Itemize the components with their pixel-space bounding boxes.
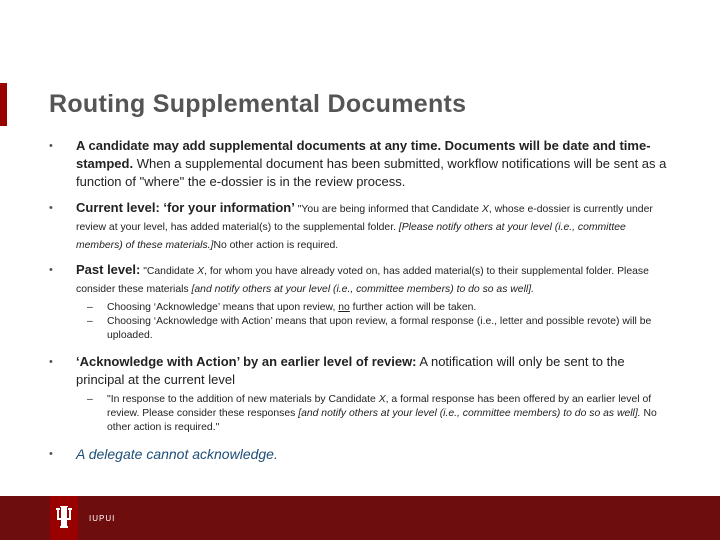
quote-italic: [and notify others at your level (i.e., committee members) to do so as well]. xyxy=(191,284,534,295)
subitem-post: further action will be taken. xyxy=(349,302,477,313)
quote-lead: "Candidate xyxy=(140,266,198,277)
bullet-marker: • xyxy=(49,140,53,152)
subitem-acknowledge xyxy=(49,301,669,315)
subitem-mid: , a formal response has been offered by an earlier level of review. Please consider these responses xyxy=(107,394,652,419)
bullet-text: When a supplemental document has been submitted, workflow notifications will be sent as a function of "where" the e-dossier is in the review process. xyxy=(76,156,667,189)
bullet-acknowledge-with-action xyxy=(49,353,669,389)
past-level-subitems xyxy=(49,301,669,343)
subitem-text: Choosing ‘Acknowledge with Action’ means that upon review, a formal response (i.e., letter and possible revote) will be uploaded. xyxy=(107,316,652,341)
subitem-pre: "In response to the addition of new materials by Candidate xyxy=(107,394,379,405)
dash-marker: – xyxy=(87,394,93,405)
bullet-past-level xyxy=(49,261,669,297)
subitem-pre: Choosing ‘Acknowledge’ means that upon review, xyxy=(107,302,339,313)
delegate-text: A delegate cannot acknowledge. xyxy=(76,446,278,462)
iu-trident-icon-svg xyxy=(54,506,74,530)
candidate-x: X xyxy=(481,204,489,215)
bullet-delegate xyxy=(49,445,669,464)
dash-marker: – xyxy=(87,316,93,327)
slide-content xyxy=(49,137,669,472)
candidate-x: X xyxy=(197,266,205,277)
subitem-response-notice xyxy=(49,393,669,435)
iu-trident-icon xyxy=(50,496,78,540)
dash-marker: – xyxy=(87,302,93,313)
candidate-x: X xyxy=(378,394,386,405)
subitem-post: No other action is required." xyxy=(107,408,657,433)
subitem-underline: no xyxy=(338,302,350,313)
quote-mid: , for whom you have already voted on, has added material(s) to their supplemental folder. Please consider these materials xyxy=(76,266,649,295)
bullet-bold-text: ‘Acknowledge with Action’ by an earlier level of review: xyxy=(76,354,417,369)
quote-lead: "You are being informed that Candidate xyxy=(294,204,482,215)
bullet-marker: • xyxy=(49,356,53,368)
title-accent-bar xyxy=(0,83,7,126)
bullet-marker: • xyxy=(49,448,53,460)
bullet-supplemental-documents xyxy=(49,137,669,191)
quote-end: No other action is required. xyxy=(213,240,339,251)
subitem-italic: [and notify others at your level (i.e., committee members) to do so as well]. xyxy=(298,408,641,419)
bullet-marker: • xyxy=(49,202,53,214)
footer-label: IUPUI xyxy=(89,514,116,523)
subitem-acknowledge-with-action xyxy=(49,315,669,343)
bullet-current-level xyxy=(49,199,669,253)
bullet-marker: • xyxy=(49,264,53,276)
slide-title: Routing Supplemental Documents xyxy=(49,90,467,118)
acknowledge-subitems xyxy=(49,393,669,435)
quote-mid: , whose e-dossier is currently under review at your level, has added material(s) to the supplemental folder. xyxy=(76,204,653,233)
bullet-bold-text: Current level: ‘for your information’ xyxy=(76,200,295,215)
bullet-bold-text: Past level: xyxy=(76,262,141,277)
bullet-text: A notification will only be sent to the principal at the current level xyxy=(76,354,625,387)
quote-italic: [Please notify others at your level (i.e., committee members) of these materials.] xyxy=(76,222,626,251)
bullet-bold-text: A candidate may add supplemental documents at any time. Documents will be date and time-stamped. xyxy=(76,138,651,171)
